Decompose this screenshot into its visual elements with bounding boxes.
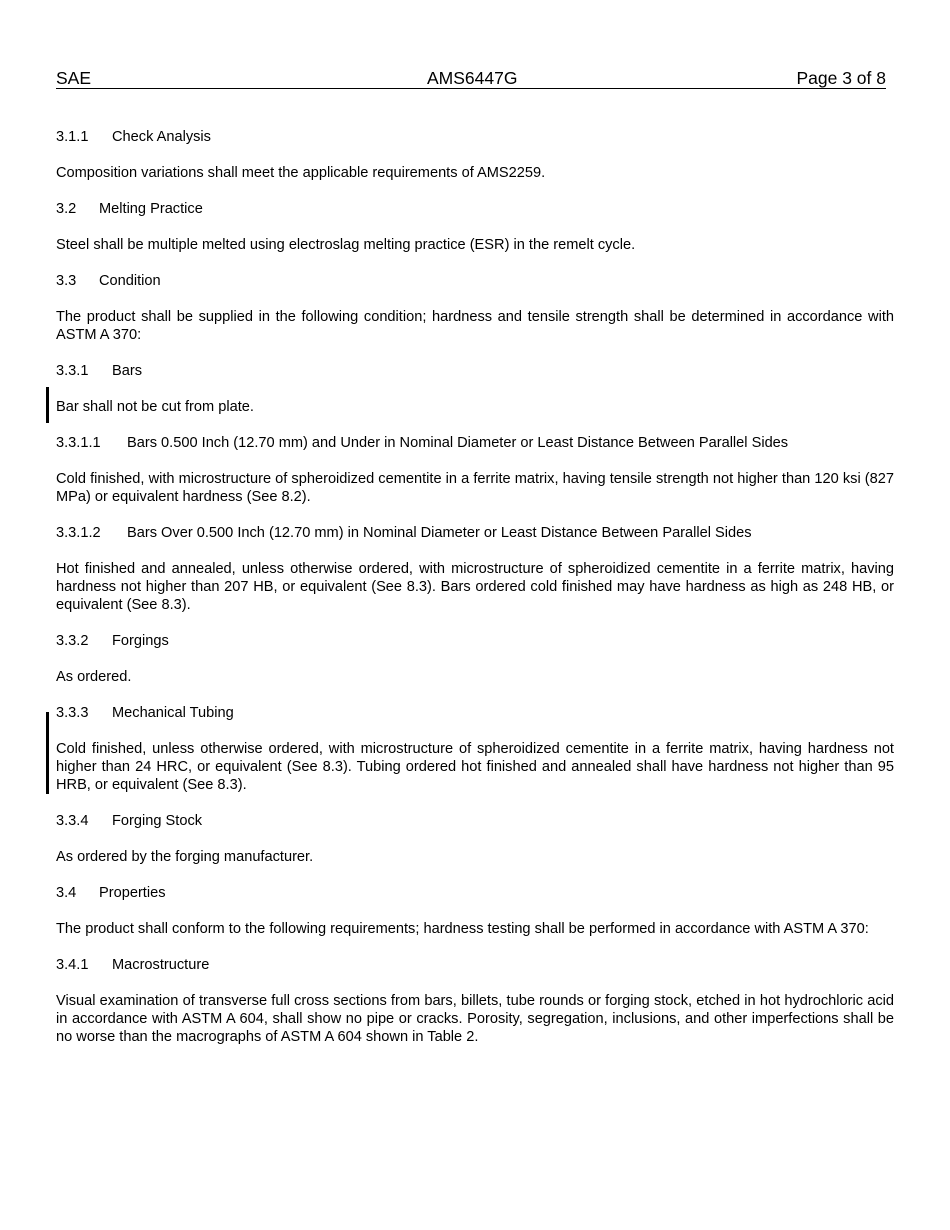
section-heading xyxy=(56,704,894,722)
paragraph: Hot finished and annealed, unless otherwise ordered, with microstructure of spheroidized cementite in a ferrite matrix, having hardness not higher than 207 HB, or equivalent (See 8.3). Bars ordered cold finished may have hardness as high as 248 HB, or equivalent (See 8.3). xyxy=(56,561,894,613)
section-title: Macrostructure xyxy=(112,957,210,973)
section-heading xyxy=(56,524,894,542)
header-page-number: Page 3 of 8 xyxy=(796,68,886,88)
section-heading xyxy=(56,434,894,452)
page-header xyxy=(56,68,886,89)
section-title: Bars xyxy=(112,363,143,379)
section-number: 3.2 xyxy=(56,201,77,217)
paragraph: Steel shall be multiple melted using electroslag melting practice (ESR) in the remelt cycle. xyxy=(56,237,636,253)
section-number: 3.3.4 xyxy=(56,813,89,829)
section-title: Condition xyxy=(99,273,161,289)
section-heading xyxy=(56,632,894,650)
change-bar xyxy=(46,712,49,794)
paragraph: Cold finished, unless otherwise ordered, with microstructure of spheroidized cementite in a ferrite matrix, having hardness not higher than 24 HRC, or equivalent (See 8.3). Tubing ordered hot finished and annealed shall have hardness not higher than 95 HRB, or equivalent (See 8.3). xyxy=(56,741,894,793)
section-number: 3.1.1 xyxy=(56,129,89,145)
section-number: 3.3.2 xyxy=(56,633,89,649)
section-title: Check Analysis xyxy=(112,129,211,145)
header-document-number: AMS6447G xyxy=(427,68,518,88)
header-organization: SAE xyxy=(56,68,92,88)
paragraph: Cold finished, with microstructure of spheroidized cementite in a ferrite matrix, having tensile strength not higher than 120 ksi (827 MPa) or equivalent hardness (See 8.2). xyxy=(56,471,894,505)
change-bar xyxy=(46,387,49,423)
section-number: 3.4 xyxy=(56,885,77,901)
section-title: Bars 0.500 Inch (12.70 mm) and Under in Nominal Diameter or Least Distance Between Parallel Sides xyxy=(127,435,789,451)
section-number: 3.4.1 xyxy=(56,957,89,973)
section-number: 3.3.1.1 xyxy=(56,435,101,451)
section-title: Mechanical Tubing xyxy=(112,705,234,721)
section-heading xyxy=(56,956,894,974)
section-title: Properties xyxy=(99,885,166,901)
document-body xyxy=(56,128,894,1064)
section-title: Bars Over 0.500 Inch (12.70 mm) in Nominal Diameter or Least Distance Between Parallel Sides xyxy=(127,525,752,541)
section-title: Melting Practice xyxy=(99,201,203,217)
section-title: Forgings xyxy=(112,633,169,649)
section-heading xyxy=(56,812,894,830)
paragraph: Bar shall not be cut from plate. xyxy=(56,399,254,415)
paragraph: As ordered. xyxy=(56,669,132,685)
section-heading xyxy=(56,362,894,380)
section-number: 3.3.3 xyxy=(56,705,89,721)
paragraph: The product shall be supplied in the following condition; hardness and tensile strength shall be determined in accordance with ASTM A 370: xyxy=(56,309,894,343)
paragraph: Visual examination of transverse full cross sections from bars, billets, tube rounds or forging stock, etched in hot hydrochloric acid in accordance with ASTM A 604, shall show no pipe or cracks. Porosity, segregation, inclusions, and other imperfections shall be no worse than the macrographs of ASTM A 604 shown in Table 2. xyxy=(56,993,894,1045)
section-number: 3.3.1.2 xyxy=(56,525,101,541)
section-number: 3.3.1 xyxy=(56,363,89,379)
section-heading xyxy=(56,272,894,290)
section-heading xyxy=(56,128,894,146)
paragraph: The product shall conform to the following requirements; hardness testing shall be performed in accordance with ASTM A 370: xyxy=(56,921,869,937)
section-number: 3.3 xyxy=(56,273,77,289)
section-heading xyxy=(56,884,894,902)
paragraph: Composition variations shall meet the applicable requirements of AMS2259. xyxy=(56,165,546,181)
section-heading xyxy=(56,200,894,218)
paragraph: As ordered by the forging manufacturer. xyxy=(56,849,314,865)
section-title: Forging Stock xyxy=(112,813,203,829)
